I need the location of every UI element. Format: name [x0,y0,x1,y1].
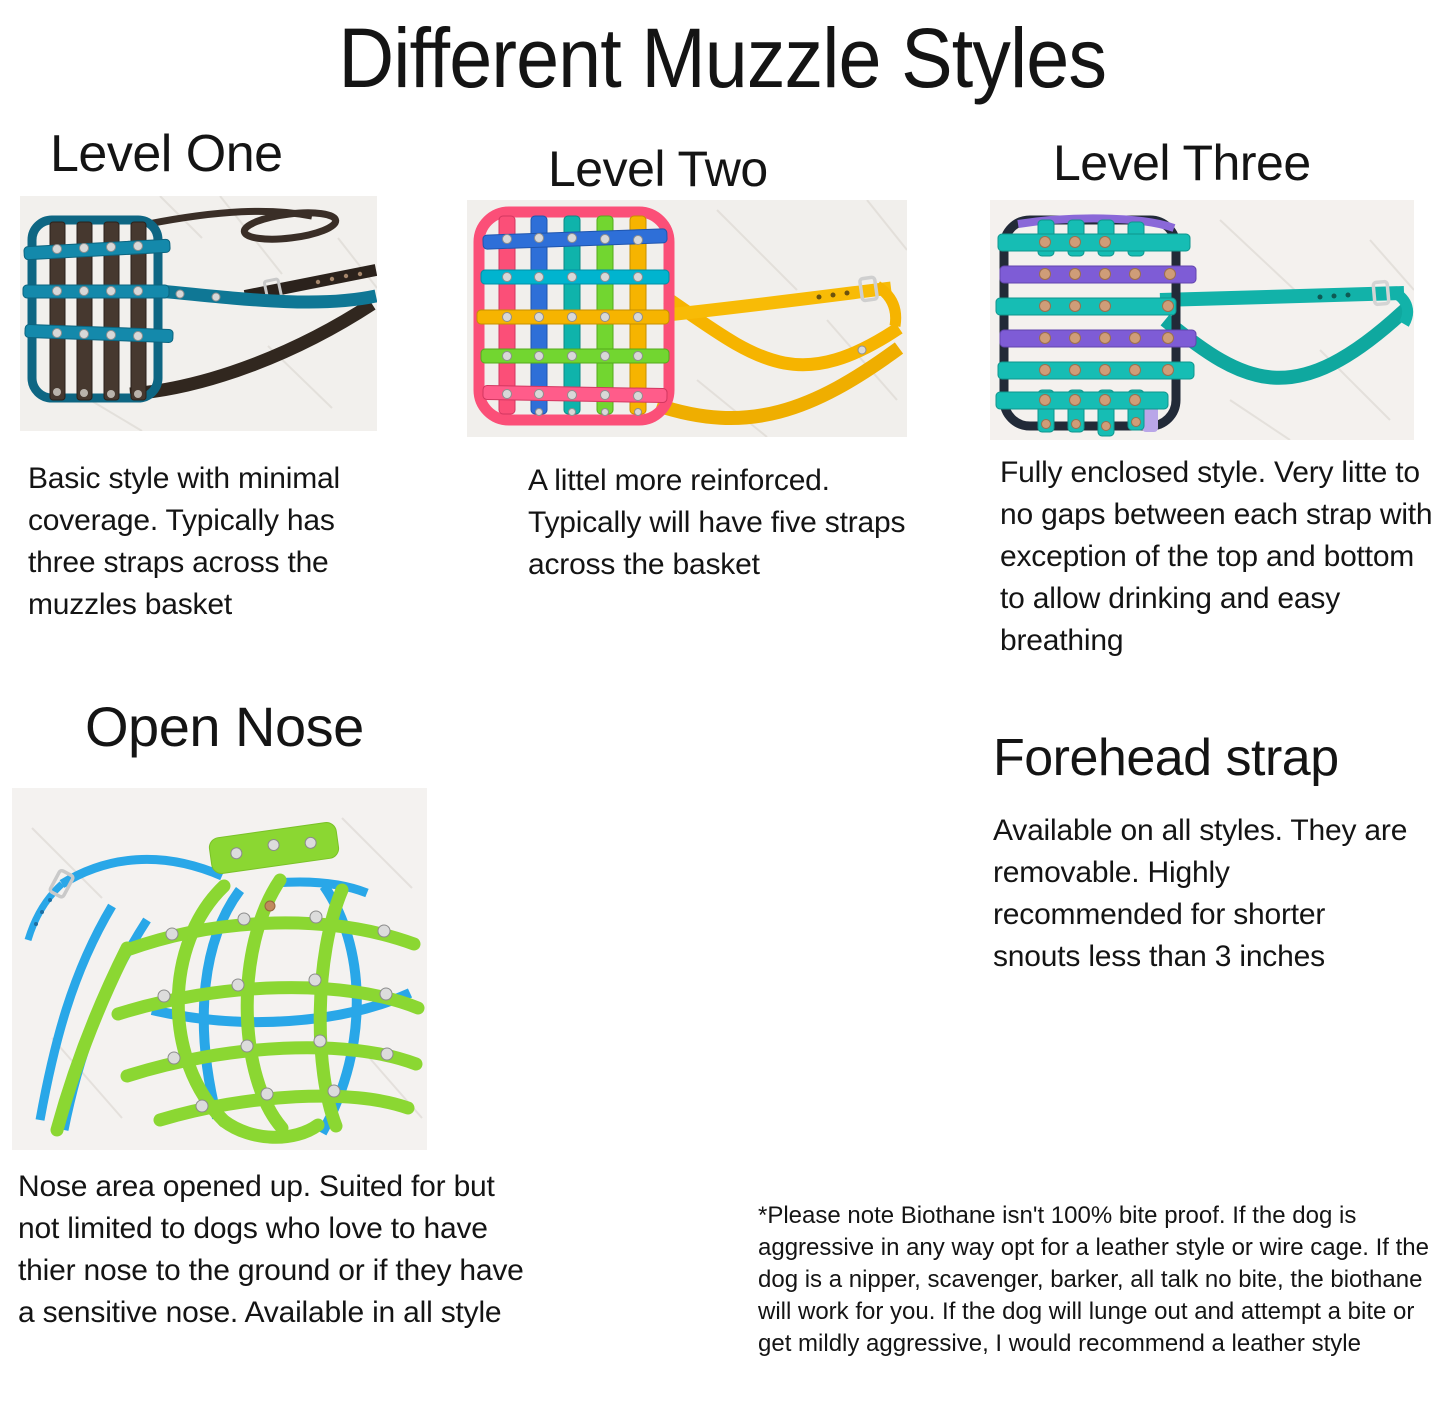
level-three-description: Fully enclosed style. Very litte to no gaps between each strap with exception of the top and bottom to allow drinking and easy breathing [1000,456,1433,657]
forehead-strap-description: Available on all styles. They are removable. Highly recommended for shorter snouts less than 3 inches [993,814,1408,973]
level-one-heading: Level One [50,125,283,183]
page-title-area [0,10,1445,107]
open-nose-heading: Open Nose [85,695,364,758]
level-three-photo [990,200,1414,440]
level-one-description: Basic style with minimal coverage. Typically has three straps across the muzzles basket [28,462,340,621]
level-one-photo [20,196,377,431]
open-nose-muzzle-illustration [12,788,427,1150]
level-two-photo [467,200,907,437]
level-three-muzzle-illustration [990,200,1414,440]
level-three-heading: Level Three [1053,135,1311,191]
level-two-heading: Level Two [548,141,768,197]
footnote-text: *Please note Biothane isn't 100% bite proof. If the dog is aggressive in any way opt for a leather style or wire cage. If the dog is a nipper, scavenger, barker, all talk no bite, the biothane will work for you. If the dog will lunge out and attempt a bite or get mildly aggressive, I would recommend a leather style [758,1202,1430,1357]
page-title: Different Muzzle Styles [338,11,1107,105]
level-two-description: A littel more reinforced. Typically will have five straps across the basket [528,464,906,581]
open-nose-description: Nose area opened up. Suited for but not limited to dogs who love to have thier nose to the ground or if they have a sensitive nose. Available in all style [18,1170,524,1329]
open-nose-photo [12,788,427,1150]
forehead-strap-heading: Forehead strap [993,729,1339,787]
level-two-muzzle-illustration [467,200,907,437]
level-one-muzzle-illustration [20,196,377,431]
